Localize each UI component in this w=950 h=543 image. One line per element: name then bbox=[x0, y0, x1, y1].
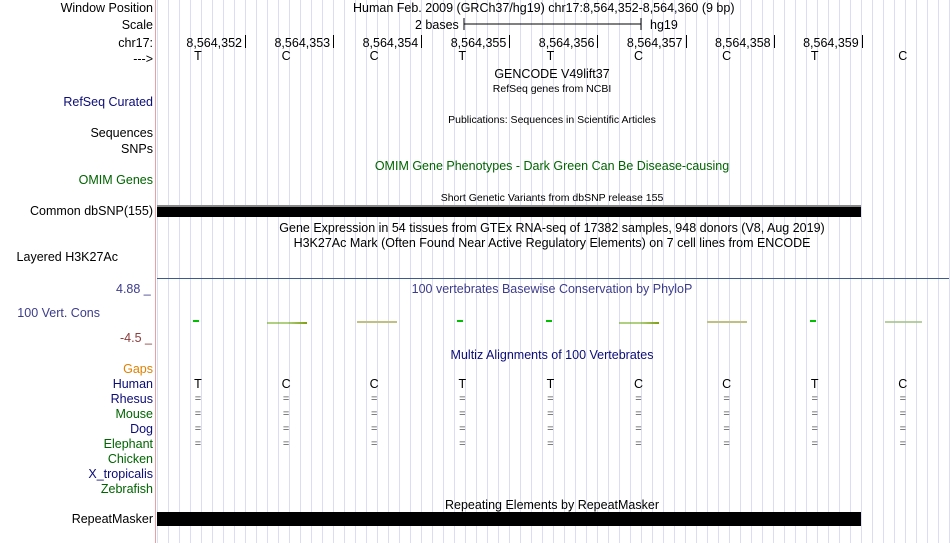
h3k27-baseline bbox=[157, 278, 949, 279]
alignment-match: = bbox=[635, 393, 642, 405]
gencode-track-title[interactable]: GENCODE V49lift37 bbox=[494, 67, 610, 81]
species-label[interactable]: Zebrafish bbox=[100, 482, 153, 496]
ruler-position-label: 8,564,359 bbox=[803, 36, 859, 50]
alignment-match: = bbox=[194, 423, 202, 435]
multiz-track-title[interactable]: Multiz Alignments of 100 Vertebrates bbox=[450, 348, 654, 362]
base-letter: T bbox=[810, 49, 819, 63]
sequences-track-label[interactable]: Sequences bbox=[90, 126, 153, 140]
ruler-position-label: 8,564,357 bbox=[626, 36, 683, 50]
species-label[interactable]: Rhesus bbox=[110, 392, 153, 406]
gtex-track-title[interactable]: Gene Expression in 54 tissues from GTEx RNA-seq of 17382 samples, 948 donors (V8, Aug 2019) bbox=[279, 221, 825, 235]
alignment-match: = bbox=[723, 438, 730, 450]
scale-text: 2 bases bbox=[415, 18, 459, 32]
dbsnp-track-title[interactable]: Short Genetic Variants from dbSNP release 155 bbox=[440, 192, 664, 204]
alignment-match: = bbox=[547, 423, 554, 435]
alignment-match: = bbox=[459, 408, 466, 420]
alignment-match: = bbox=[635, 423, 642, 435]
ruler-position-label: 8,564,356 bbox=[538, 36, 595, 50]
alignment-match: = bbox=[811, 438, 818, 450]
species-label[interactable]: Chicken bbox=[107, 452, 153, 466]
ruler-tick bbox=[774, 35, 775, 48]
alignment-match: = bbox=[723, 423, 730, 435]
alignment-base: C bbox=[722, 377, 732, 391]
ruler-position-label: 8,564,352 bbox=[186, 36, 242, 50]
species-label[interactable]: Elephant bbox=[103, 437, 153, 451]
base-letter: C bbox=[722, 49, 732, 63]
phylop-max-value: 4.88 _ bbox=[116, 282, 151, 296]
alignment-match: = bbox=[899, 393, 907, 405]
ruler-position-label: 8,564,353 bbox=[274, 36, 331, 50]
dbsnp-bar-highlight bbox=[157, 205, 861, 207]
base-letter: C bbox=[369, 49, 379, 63]
ruler-position-label: 8,564,358 bbox=[714, 36, 771, 50]
h3k27-track-label[interactable]: Layered H3K27Ac bbox=[16, 250, 118, 264]
omim-track-label[interactable]: OMIM Genes bbox=[78, 173, 153, 187]
alignment-match: = bbox=[723, 393, 730, 405]
ruler-position-label: 8,564,355 bbox=[450, 36, 507, 50]
alignment-match: = bbox=[811, 423, 818, 435]
alignment-match: = bbox=[811, 408, 818, 420]
gaps-track-label[interactable]: Gaps bbox=[123, 362, 153, 376]
cons-track-label[interactable]: 100 Vert. Cons bbox=[17, 306, 100, 320]
base-letter: T bbox=[546, 49, 555, 63]
alignment-match: = bbox=[547, 438, 554, 450]
base-letter: T bbox=[194, 49, 202, 63]
base-letter: T bbox=[458, 49, 467, 63]
h3k27-track-title[interactable]: H3K27Ac Mark (Often Found Near Active Regulatory Elements) on 7 cell lines from ENCODE bbox=[293, 236, 811, 250]
snps-track-label[interactable]: SNPs bbox=[121, 142, 153, 156]
repeatmasker-track-label[interactable]: RepeatMasker bbox=[71, 512, 153, 526]
ruler-tick bbox=[333, 35, 334, 48]
scale-assembly: hg19 bbox=[650, 18, 678, 32]
alignment-match: = bbox=[547, 408, 554, 420]
alignment-match: = bbox=[194, 393, 202, 405]
alignment-match: = bbox=[370, 408, 378, 420]
repeatmasker-track-title[interactable]: Repeating Elements by RepeatMasker bbox=[444, 498, 660, 512]
chrom-label: chr17: bbox=[118, 36, 153, 50]
alignment-base: C bbox=[369, 377, 379, 391]
alignment-match: = bbox=[282, 423, 290, 435]
alignment-match: = bbox=[635, 438, 642, 450]
alignment-match: = bbox=[459, 438, 466, 450]
alignment-base: T bbox=[194, 377, 202, 391]
alignment-match: = bbox=[459, 423, 466, 435]
alignment-match: = bbox=[635, 408, 642, 420]
scale-bar bbox=[463, 17, 643, 31]
strand-label: ---> bbox=[133, 52, 153, 66]
ruler-tick bbox=[862, 35, 863, 48]
alignment-match: = bbox=[282, 438, 290, 450]
species-label[interactable]: Dog bbox=[130, 422, 153, 436]
ruler-tick bbox=[421, 35, 422, 48]
refseq-track-label[interactable]: RefSeq Curated bbox=[63, 95, 153, 109]
refseq-track-subtitle: RefSeq genes from NCBI bbox=[492, 83, 612, 95]
alignment-match: = bbox=[899, 408, 907, 420]
ruler-tick bbox=[245, 35, 246, 48]
alignment-match: = bbox=[194, 408, 202, 420]
alignment-match: = bbox=[547, 393, 554, 405]
alignment-match: = bbox=[899, 438, 907, 450]
species-label[interactable]: Mouse bbox=[115, 407, 153, 421]
alignment-base: C bbox=[281, 377, 291, 391]
phylop-plot bbox=[157, 314, 949, 330]
repeatmasker-feature-bar[interactable] bbox=[157, 512, 861, 526]
alignment-match: = bbox=[194, 438, 202, 450]
base-letter: C bbox=[281, 49, 291, 63]
publications-track-title[interactable]: Publications: Sequences in Scientific Articles bbox=[448, 114, 656, 126]
alignment-match: = bbox=[811, 393, 818, 405]
alignment-base: T bbox=[810, 377, 819, 391]
phylop-marks bbox=[193, 320, 922, 324]
alignment-match: = bbox=[370, 438, 378, 450]
alignment-base: C bbox=[898, 377, 908, 391]
ruler-tick bbox=[509, 35, 510, 48]
alignment-match: = bbox=[459, 393, 466, 405]
alignment-match: = bbox=[282, 393, 290, 405]
alignment-match: = bbox=[282, 408, 290, 420]
ruler-tick bbox=[597, 35, 598, 48]
phylop-min-value: -4.5 _ bbox=[120, 331, 152, 345]
window-position-label: Window Position bbox=[60, 1, 153, 15]
scale-label: Scale bbox=[121, 18, 153, 32]
alignment-base: T bbox=[458, 377, 467, 391]
alignment-base: C bbox=[633, 377, 644, 391]
alignment-match: = bbox=[370, 393, 378, 405]
ruler-position-label: 8,564,354 bbox=[362, 36, 419, 50]
omim-track-title[interactable]: OMIM Gene Phenotypes - Dark Green Can Be Disease-causing bbox=[374, 159, 730, 173]
base-letter: C bbox=[633, 49, 644, 63]
ruler-tick bbox=[686, 35, 687, 48]
species-label[interactable]: Human bbox=[112, 377, 153, 391]
alignment-match: = bbox=[899, 423, 907, 435]
alignment-match: = bbox=[723, 408, 730, 420]
alignment-match: = bbox=[370, 423, 378, 435]
alignment-base: T bbox=[546, 377, 555, 391]
window-position-text: Human Feb. 2009 (GRCh37/hg19) chr17:8,564,352-8,564,360 (9 bp) bbox=[353, 1, 735, 15]
dbsnp-track-label[interactable]: Common dbSNP(155) bbox=[30, 204, 153, 218]
base-letter: C bbox=[898, 49, 908, 63]
species-label[interactable]: X_tropicalis bbox=[88, 467, 153, 481]
phylop-track-title[interactable]: 100 vertebrates Basewise Conservation by PhyloP bbox=[411, 282, 693, 296]
